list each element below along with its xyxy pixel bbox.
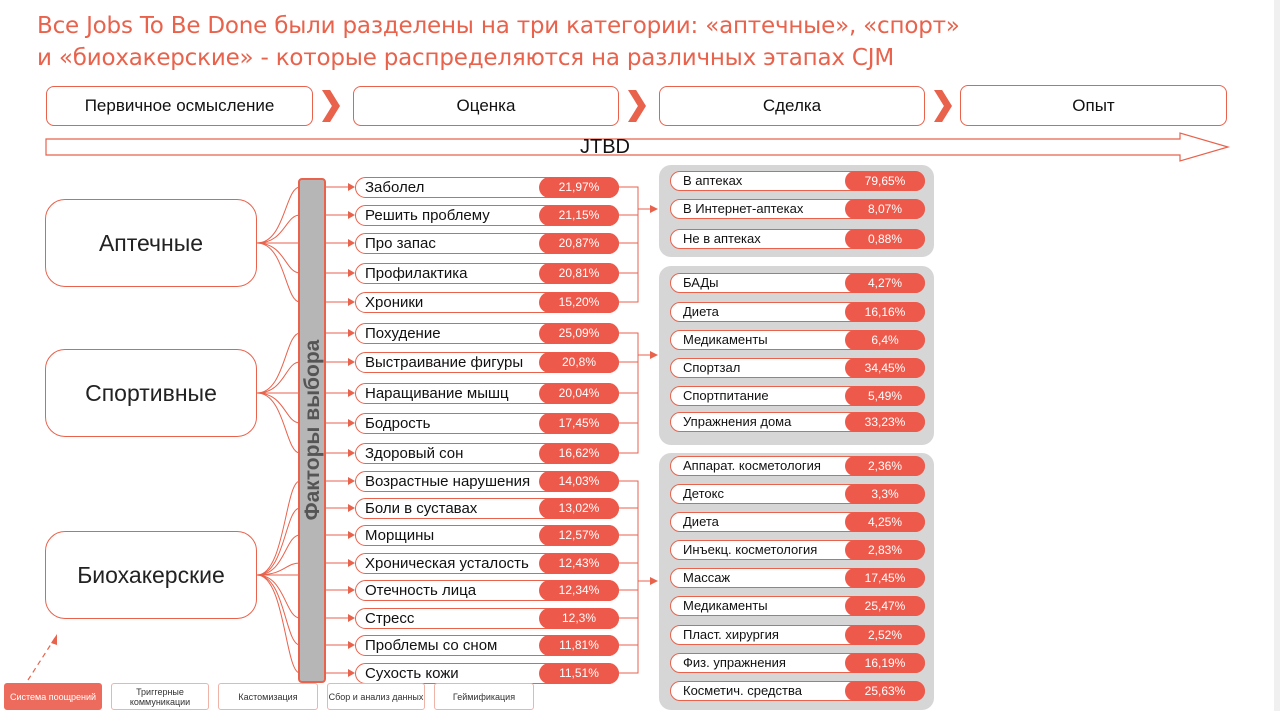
deal-option-value: 4,27% <box>845 273 925 293</box>
deal-option-label: Физ. упражнения <box>683 655 786 670</box>
deal-option <box>670 386 925 406</box>
deal-option-label: Аппарат. косметология <box>683 458 821 473</box>
category-fan-lines <box>257 187 300 673</box>
deal-option-label: Массаж <box>683 570 731 585</box>
deal-option-value: 33,23% <box>845 412 925 432</box>
job-label: Похудение <box>365 325 441 342</box>
job-label: Сухость кожи <box>365 665 459 682</box>
factor-to-job-lines <box>326 187 352 673</box>
category-pharmacy: Аптечные <box>45 199 257 287</box>
job-label: Боли в суставах <box>365 500 478 517</box>
job-value: 14,03% <box>539 471 619 492</box>
tab-reward-system[interactable]: Система поощрений <box>4 683 102 710</box>
job-value: 21,15% <box>539 205 619 226</box>
deal-option <box>670 568 925 588</box>
job-label: Про запас <box>365 235 436 252</box>
job-value: 20,8% <box>539 352 619 373</box>
job-value: 21,97% <box>539 177 619 198</box>
deal-option-label: БАДы <box>683 275 719 290</box>
job-item <box>355 608 619 629</box>
job-label: Отечность лица <box>365 582 477 599</box>
job-label: Заболел <box>365 179 425 196</box>
deal-option-value: 2,83% <box>845 540 925 560</box>
deal-option-label: Спортпитание <box>683 388 769 403</box>
deal-option-value: 6,4% <box>845 330 925 350</box>
factors-label: Факторы выбора <box>301 339 324 521</box>
job-value: 12,43% <box>539 553 619 574</box>
job-label: Возрастные нарушения <box>365 473 531 490</box>
tab-gamification[interactable]: Геймификация <box>434 683 534 710</box>
job-item <box>355 413 619 434</box>
deal-option <box>670 456 925 476</box>
job-item <box>355 292 619 313</box>
job-item <box>355 635 619 656</box>
deal-option-value: 25,47% <box>845 596 925 616</box>
deal-option-value: 25,63% <box>845 681 925 701</box>
job-item <box>355 177 619 198</box>
job-item <box>355 383 619 404</box>
title-line-1: Все Jobs To Be Done были разделены на три категории: «аптечные», «спорт» <box>37 13 960 39</box>
deal-option <box>670 199 925 219</box>
dashed-pointer <box>28 638 55 680</box>
job-item <box>355 263 619 284</box>
job-label: Проблемы со сном <box>365 637 498 654</box>
job-item <box>355 580 619 601</box>
stage-deal: Сделка <box>659 86 925 126</box>
deal-option-label: В Интернет-аптеках <box>683 201 804 216</box>
category-sport: Спортивные <box>45 349 257 437</box>
deal-option <box>670 273 925 293</box>
job-item <box>355 498 619 519</box>
deal-option-value: 2,36% <box>845 456 925 476</box>
deal-option <box>670 412 925 432</box>
deal-option <box>670 540 925 560</box>
deal-option-value: 0,88% <box>845 229 925 249</box>
job-item <box>355 471 619 492</box>
stage-experience: Опыт <box>960 85 1227 126</box>
jtbd-label: JTBD <box>580 136 630 158</box>
deal-option-value: 16,16% <box>845 302 925 322</box>
deal-option-label: Косметич. средства <box>683 683 802 698</box>
job-item <box>355 205 619 226</box>
deal-option-label: Инъекц. косметология <box>683 542 818 557</box>
deal-option-label: Не в аптеках <box>683 231 761 246</box>
jtbd-arrow <box>46 133 1228 161</box>
factor-arrowheads <box>348 183 355 677</box>
job-item <box>355 443 619 464</box>
scrollbar[interactable] <box>1274 0 1280 711</box>
stage-primary-understanding: Первичное осмысление <box>46 86 313 126</box>
deal-option <box>670 330 925 350</box>
job-value: 11,51% <box>539 663 619 684</box>
tab-trigger-communications[interactable]: Триггерные коммуникации <box>111 683 209 710</box>
job-value: 16,62% <box>539 443 619 464</box>
deal-option <box>670 681 925 701</box>
deal-option-label: Спортзал <box>683 360 741 375</box>
deal-option-label: В аптеках <box>683 173 743 188</box>
stage-evaluation: Оценка <box>353 86 619 126</box>
deal-option <box>670 229 925 249</box>
deal-option-value: 4,25% <box>845 512 925 532</box>
job-label: Профилактика <box>365 265 468 282</box>
deal-option <box>670 171 925 191</box>
deal-option-label: Детокс <box>683 486 724 501</box>
pointer-arrowhead <box>51 634 57 645</box>
title-line-2: и «биохакерские» - которые распределяются на различных этапах CJM <box>37 45 895 71</box>
deal-option-label: Диета <box>683 304 719 319</box>
job-label: Стресс <box>365 610 415 627</box>
job-value: 25,09% <box>539 323 619 344</box>
job-value: 12,34% <box>539 580 619 601</box>
deal-option-value: 5,49% <box>845 386 925 406</box>
deal-option <box>670 596 925 616</box>
deal-option <box>670 484 925 504</box>
job-label: Здоровый сон <box>365 445 464 462</box>
deal-option <box>670 653 925 673</box>
deal-option-value: 3,3% <box>845 484 925 504</box>
deal-option-value: 8,07% <box>845 199 925 219</box>
job-value: 12,3% <box>539 608 619 629</box>
deal-option-value: 16,19% <box>845 653 925 673</box>
job-value: 15,20% <box>539 292 619 313</box>
job-item <box>355 525 619 546</box>
job-item <box>355 553 619 574</box>
job-item <box>355 323 619 344</box>
deal-option-label: Медикаменты <box>683 598 768 613</box>
bracket-lines <box>619 187 652 673</box>
job-label: Решить проблему <box>365 207 490 224</box>
deal-option-value: 17,45% <box>845 568 925 588</box>
deal-option <box>670 625 925 645</box>
job-value: 12,57% <box>539 525 619 546</box>
deal-option-label: Упражнения дома <box>683 414 792 429</box>
deal-option-value: 34,45% <box>845 358 925 378</box>
deal-option <box>670 512 925 532</box>
job-label: Бодрость <box>365 415 431 432</box>
job-value: 17,45% <box>539 413 619 434</box>
job-value: 13,02% <box>539 498 619 519</box>
job-item <box>355 663 619 684</box>
tab-customization[interactable]: Кастомизация <box>218 683 318 710</box>
deal-option <box>670 302 925 322</box>
job-label: Хроническая усталость <box>365 555 529 572</box>
category-biohacker: Биохакерские <box>45 531 257 619</box>
job-value: 20,04% <box>539 383 619 404</box>
job-label: Хроники <box>365 294 424 311</box>
job-value: 20,87% <box>539 233 619 254</box>
job-value: 20,81% <box>539 263 619 284</box>
job-label: Выстраивание фигуры <box>365 354 524 371</box>
job-item <box>355 233 619 254</box>
tab-data-collection[interactable]: Сбор и анализ данных <box>327 683 425 710</box>
job-label: Морщины <box>365 527 435 544</box>
deal-option-value: 2,52% <box>845 625 925 645</box>
group-arrowheads <box>650 205 658 585</box>
deal-option-value: 79,65% <box>845 171 925 191</box>
deal-option-label: Пласт. хирургия <box>683 627 779 642</box>
deal-option-label: Диета <box>683 514 719 529</box>
deal-option-label: Медикаменты <box>683 332 768 347</box>
deal-option <box>670 358 925 378</box>
job-item <box>355 352 619 373</box>
job-label: Наращивание мышц <box>365 385 509 402</box>
job-value: 11,81% <box>539 635 619 656</box>
